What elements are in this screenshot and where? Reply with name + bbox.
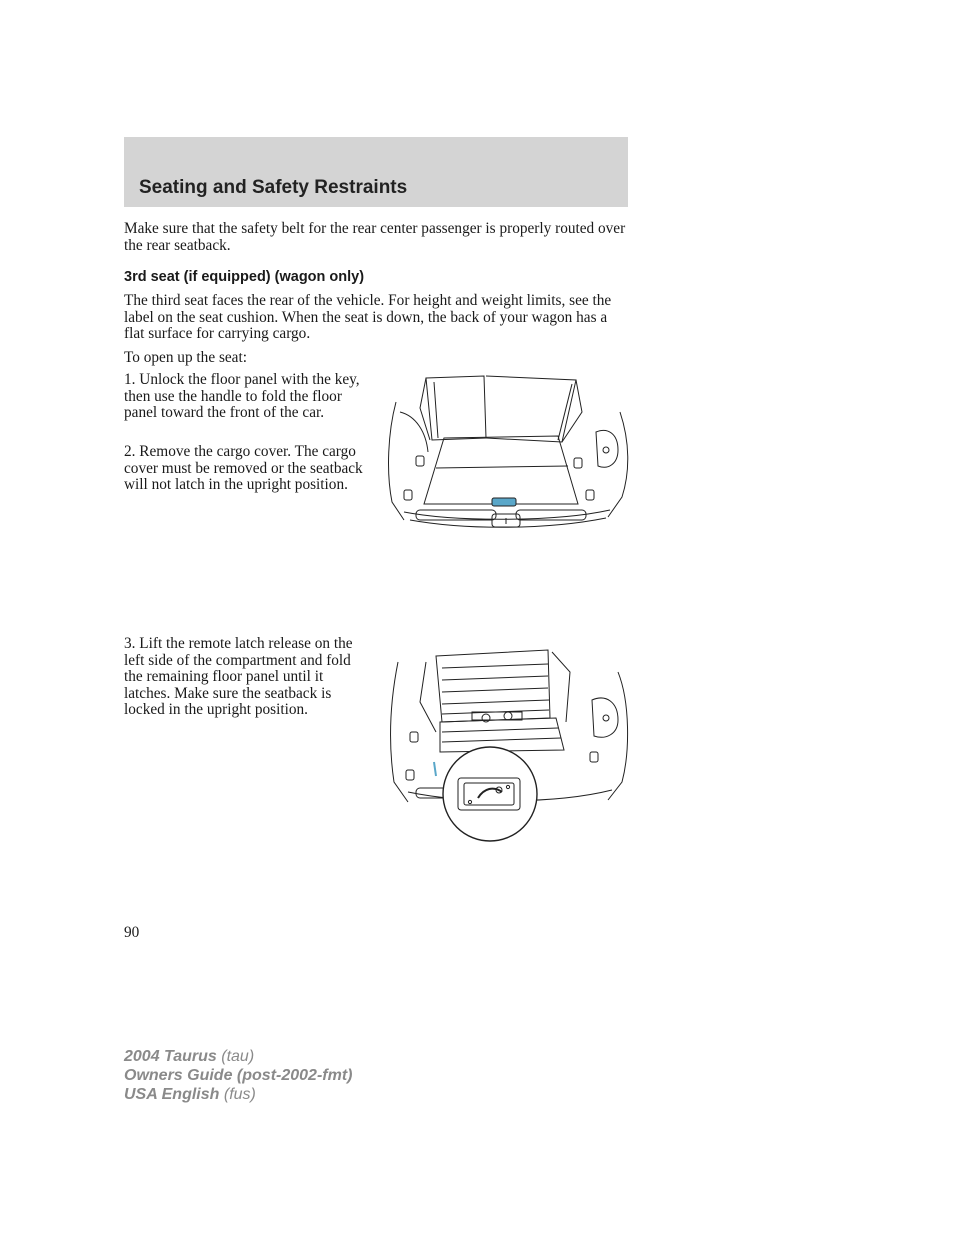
step-2: 2. Remove the cargo cover. The cargo cover must be removed or the seatback will not latch in the upright position.: [124, 443, 363, 494]
cargo-floor-illustration: [386, 372, 630, 532]
footer-model-code: (tau): [221, 1048, 255, 1065]
footer-language: USA English: [124, 1086, 220, 1103]
open-intro: To open up the seat:: [124, 349, 247, 366]
document-footer: [124, 1047, 352, 1104]
remote-latch-illustration: [386, 642, 630, 844]
footer-line-1: [124, 1047, 352, 1066]
footer-line-2: [124, 1066, 352, 1085]
section-title: Seating and Safety Restraints: [139, 177, 408, 198]
section-header: [124, 137, 628, 207]
intro-paragraph: Make sure that the safety belt for the rear center passenger is properly routed over the rear seatback.: [124, 220, 626, 254]
footer-language-code: (fus): [223, 1086, 256, 1103]
step-3: 3. Lift the remote latch release on the left side of the compartment and fold the remaining floor panel until it latches. Make sure the seatback is locked in the upright position.: [124, 635, 353, 719]
step-1: 1. Unlock the floor panel with the key, then use the handle to fold the floor panel toward the front of the car.: [124, 371, 360, 422]
description-paragraph: The third seat faces the rear of the vehicle. For height and weight limits, see the label on the seat cushion. When the seat is down, the back of your wagon has a flat surface for carrying cargo.: [124, 292, 612, 343]
footer-model: 2004 Taurus: [124, 1048, 217, 1065]
subheading: 3rd seat (if equipped) (wagon only): [124, 269, 365, 285]
footer-guide: Owners Guide (post-2002-fmt): [124, 1067, 353, 1084]
page-number: 90: [124, 924, 140, 941]
footer-line-3: [124, 1085, 352, 1104]
